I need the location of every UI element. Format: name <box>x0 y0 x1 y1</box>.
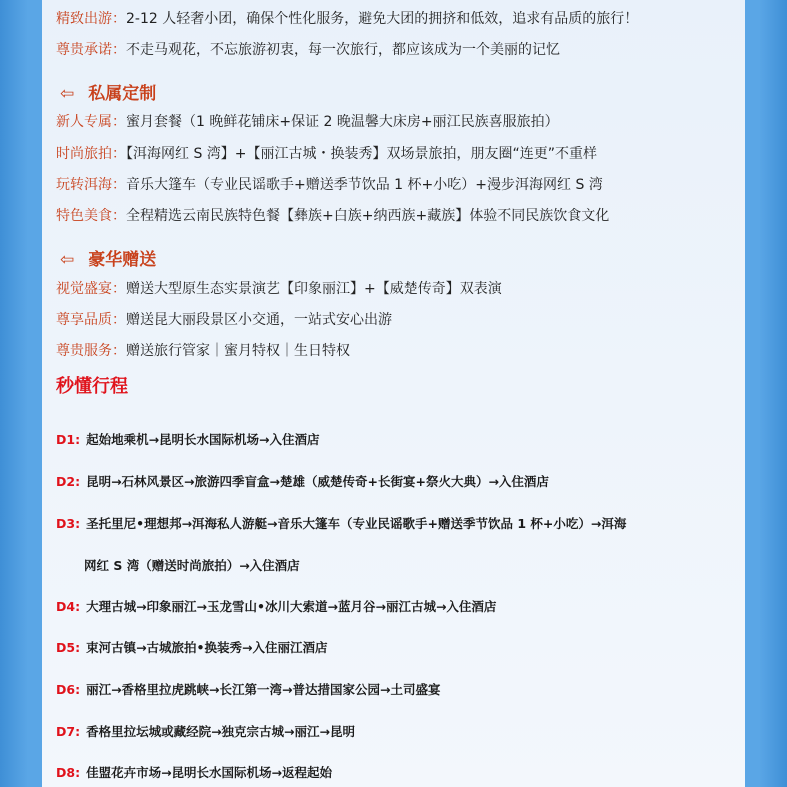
feature-label: 尊贵承诺： <box>56 42 126 58</box>
feature-label: 时尚旅拍： <box>56 146 126 162</box>
feature-row <box>56 174 603 194</box>
day-label: D4: <box>56 599 81 614</box>
day-row <box>56 763 332 781</box>
section-title: 豪华赠送 <box>88 250 157 270</box>
feature-text: 全程精选云南民族特色餐【彝族+白族+纳西族+藏族】体验不同民族饮食文化 <box>126 208 610 224</box>
day-row <box>56 514 626 532</box>
feature-label: 玩转洱海： <box>56 177 126 193</box>
feature-label: 精致出游： <box>56 11 126 27</box>
feature-row <box>56 278 502 298</box>
feature-text: 2-12 人轻奢小团，确保个性化服务，避免大团的拥挤和低效，追求有品质的旅行！ <box>126 11 639 27</box>
day-row <box>56 722 355 740</box>
feature-text: 不走马观花，不忘旅游初衷，每一次旅行，都应该成为一个美丽的记忆 <box>126 42 560 58</box>
feature-row <box>56 143 597 163</box>
day-route: 丽江→香格里拉虎跳峡→长江第一湾→普达措国家公园→土司盛宴 <box>86 682 441 697</box>
day-row <box>56 597 496 615</box>
itinerary-title: 秒懂行程 <box>56 376 128 397</box>
day-row <box>56 430 320 448</box>
feature-label: 新人专属： <box>56 114 126 130</box>
day-route: 昆明→石林风景区→旅游四季盲盒→楚雄（威楚传奇+长街宴+祭火大典）→入住酒店 <box>86 474 549 489</box>
day-route: 圣托里尼•理想邦→洱海私人游艇→音乐大篷车（专业民谣歌手+赠送季节饮品 1 杯+小吃）→洱海 <box>86 516 627 531</box>
feature-text: 赠送大型原生态实景演艺【印象丽江】+【威楚传奇】双表演 <box>126 281 502 297</box>
day-row <box>56 472 549 490</box>
day-label: D3: <box>56 516 81 531</box>
feature-row <box>56 111 559 131</box>
day-route: 起始地乘机→昆明长水国际机场→入住酒店 <box>86 432 320 447</box>
feature-text: 赠送旅行管家｜蜜月特权｜生日特权 <box>126 343 350 359</box>
itinerary-card <box>42 0 745 787</box>
feature-label: 尊贵服务： <box>56 343 126 359</box>
section-heading-private <box>60 79 156 104</box>
feature-row <box>56 205 609 225</box>
feature-label: 视觉盛宴： <box>56 281 126 297</box>
feature-row <box>56 309 392 329</box>
feature-label: 特色美食： <box>56 208 126 224</box>
feature-row <box>56 340 350 360</box>
day-label: D1: <box>56 432 81 447</box>
section-heading-luxury <box>60 245 156 270</box>
feature-text: 赠送昆大丽段景区小交通，一站式安心出游 <box>126 312 392 328</box>
section-title: 私属定制 <box>88 84 157 104</box>
feature-text: 【洱海网红 S 湾】+【丽江古城・换装秀】双场景旅拍，朋友圈“连更”不重样 <box>126 146 598 162</box>
day-route: 束河古镇→古城旅拍•换装秀→入住丽江酒店 <box>86 640 328 655</box>
day-route: 大理古城→印象丽江→玉龙雪山•冰川大索道→蓝月谷→丽江古城→入住酒店 <box>86 599 497 614</box>
feature-text: 蜜月套餐（1 晚鲜花铺床+保证 2 晚温馨大床房+丽江民族喜服旅拍） <box>126 114 559 130</box>
day-label: D2: <box>56 474 81 489</box>
day-label: D7: <box>56 724 81 739</box>
day-label: D6: <box>56 682 81 697</box>
arrow-left-icon: ⇦ <box>60 84 75 104</box>
arrow-left-icon: ⇦ <box>60 250 75 270</box>
day-route: 香格里拉坛城或藏经院→独克宗古城→丽江→昆明 <box>86 724 355 739</box>
day-label: D8: <box>56 765 81 780</box>
day-route: 佳盟花卉市场→昆明长水国际机场→返程起始 <box>86 765 333 780</box>
day-row <box>56 680 440 698</box>
feature-label: 尊享品质： <box>56 312 126 328</box>
feature-row <box>56 8 638 28</box>
feature-row <box>56 39 560 59</box>
day-label: D5: <box>56 640 81 655</box>
day-route: 网红 S 湾（赠送时尚旅拍）→入住酒店 <box>84 558 300 573</box>
day-row <box>56 638 328 656</box>
day-row-continued <box>84 556 300 574</box>
feature-text: 音乐大篷车（专业民谣歌手+赠送季节饮品 1 杯+小吃）+漫步洱海网红 S 湾 <box>126 177 603 193</box>
